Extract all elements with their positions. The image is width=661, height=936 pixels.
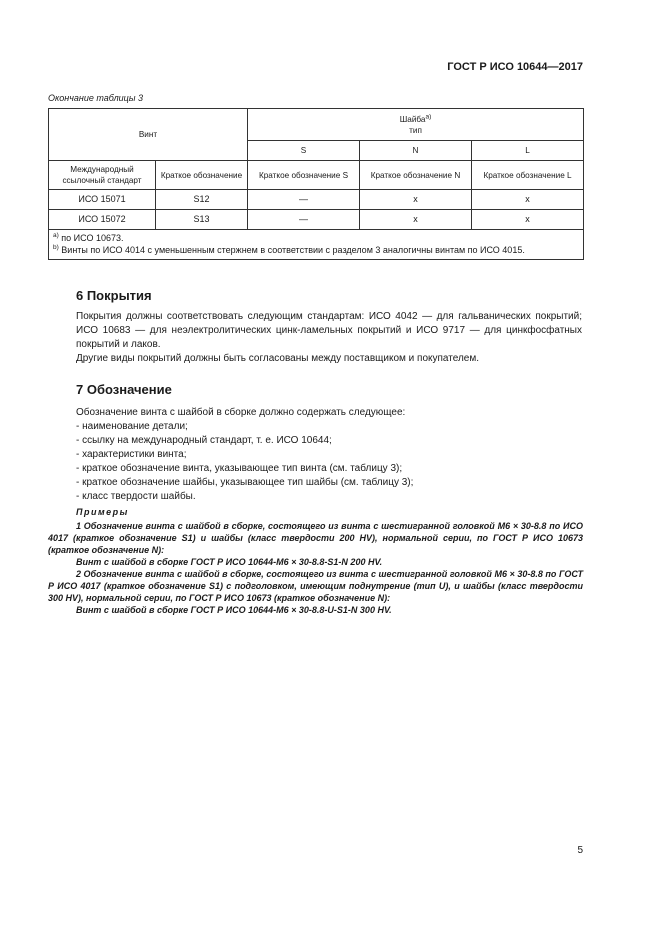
- cell: x: [360, 190, 472, 210]
- example-2-text: 2 Обозначение винта с шайбой в сборке, состоящего из винта с шестигранной головкой M6 × 30-8.8 по ГОСТ Р ИСО 4017 (краткое обозначение S1) с подголовком, имеющим поднутрение (тип U), и шайбы (класс твердости 300 HV), нормальной серии, по ГОСТ Р ИСО 10673 (краткое обозначение N):: [48, 569, 583, 603]
- section-6-paragraph: Другие виды покрытий должны быть согласованы между поставщиком и покупателем.: [76, 353, 480, 364]
- table-row: [49, 210, 584, 230]
- section-7-heading: 7 Обозначение: [76, 382, 172, 397]
- cell: S12: [156, 190, 248, 210]
- cell: —: [248, 210, 360, 230]
- section-6-paragraph: Покрытия должны соответствовать следующим стандартам: ИСО 4042 — для гальванических покрытий; ИСО 10683 — для неэлектролитических цинк-ламельных покрытий и ИСО 9717 — для цинкфосфатных покрытий и лаков.: [76, 311, 582, 350]
- note-text: по ИСО 10673.: [61, 233, 124, 243]
- header-screw: Винт: [49, 109, 248, 161]
- type-n: N: [360, 141, 472, 161]
- cell: —: [248, 190, 360, 210]
- example-1-text: 1 Обозначение винта с шайбой в сборке, состоящего из винта с шестигранной головкой M6 × 30-8.8 по ИСО 4017 (краткое обозначение S1) и шайбы (класс твердости 200 HV), нормальной серии, по ГОСТ Р ИСО 10673 (краткое обозначение N):: [48, 521, 583, 555]
- table-caption: Окончание таблицы 3: [48, 93, 143, 103]
- document-header: ГОСТ Р ИСО 10644—2017: [447, 61, 583, 73]
- list-item: - краткое обозначение винта, указывающее тип винта (см. таблицу 3);: [76, 462, 413, 476]
- cell: S13: [156, 210, 248, 230]
- note-text: Винты по ИСО 4014 с уменьшенным стержнем в соответствии с разделом 3 аналогичны винтам по ИСО 4015.: [61, 244, 525, 255]
- col-header-n: Краткое обозначение N: [360, 161, 472, 190]
- examples-heading: Примеры: [76, 507, 129, 517]
- cell: ИСО 15072: [49, 210, 156, 230]
- col-header-s: Краткое обозначение S: [248, 161, 360, 190]
- table-note: [53, 233, 579, 245]
- cell: ИСО 15071: [49, 190, 156, 210]
- example-1-result-text: Винт с шайбой в сборке ГОСТ Р ИСО 10644-M6 × 30-8.8-S1-N 200 HV.: [76, 557, 383, 567]
- table-3-continued: [48, 108, 584, 260]
- designation-list: [76, 420, 413, 504]
- list-item: - ссылку на международный стандарт, т. е. ИСО 10644;: [76, 434, 413, 448]
- cell: x: [472, 210, 584, 230]
- table-notes: [49, 230, 584, 260]
- table-note: [53, 245, 579, 257]
- cell: x: [360, 210, 472, 230]
- example-2-result: [48, 604, 583, 616]
- example-2: [48, 568, 583, 604]
- note-mark: а): [53, 232, 59, 239]
- section-6-heading: 6 Покрытия: [76, 288, 152, 303]
- example-2-result-text: Винт с шайбой в сборке ГОСТ Р ИСО 10644-M6 × 30-8.8-U-S1-N 300 HV.: [76, 605, 392, 615]
- page-number: 5: [577, 845, 583, 856]
- list-item: - характеристики винта;: [76, 448, 413, 462]
- list-item: - класс твердости шайбы.: [76, 490, 413, 504]
- example-1-result: [48, 556, 583, 568]
- col-header-l: Краткое обозначение L: [472, 161, 584, 190]
- type-l: L: [472, 141, 584, 161]
- table-row: [49, 190, 584, 210]
- washer-label: Шайба: [399, 114, 426, 124]
- list-item: - краткое обозначение шайбы, указывающее тип шайбы (см. таблицу 3);: [76, 476, 413, 490]
- list-item: - наименование детали;: [76, 420, 413, 434]
- col-header-standard: Международный ссылочный стандарт: [49, 161, 156, 190]
- col-header-short: Краткое обозначение: [156, 161, 248, 190]
- type-label: тип: [409, 125, 422, 135]
- type-s: S: [248, 141, 360, 161]
- header-washer: [248, 109, 584, 141]
- cell: x: [472, 190, 584, 210]
- note-mark: b): [53, 243, 59, 251]
- washer-footnote-mark: а): [425, 112, 432, 120]
- example-1: [48, 520, 583, 556]
- section-7-intro: Обозначение винта с шайбой в сборке должно содержать следующее:: [76, 407, 406, 418]
